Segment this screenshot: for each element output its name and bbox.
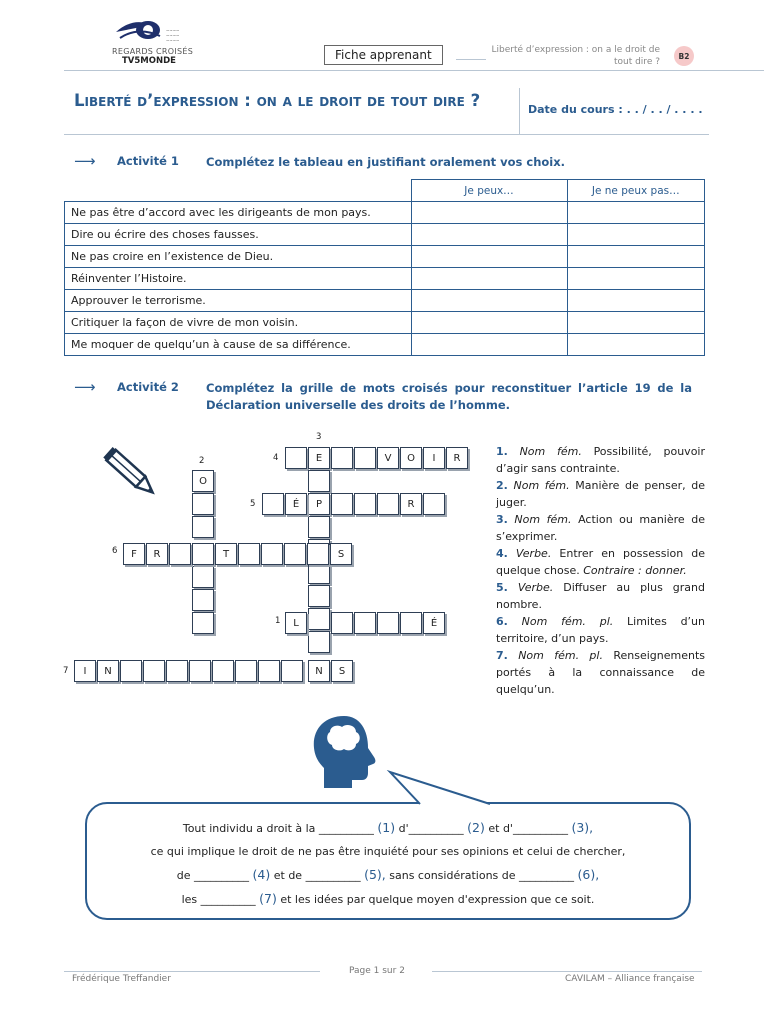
date-label: Date du cours : . . / . . / . . . . [528,103,703,116]
clue-number-2: 2 [199,456,205,466]
clue-text: Action ou manière de s’exprimer. [496,513,705,543]
crossword-cell[interactable] [377,612,399,634]
article-19-text [85,816,691,911]
crossword-cell[interactable] [192,612,214,634]
crossword-cell[interactable] [307,543,329,565]
clue-num: 7. [496,649,508,662]
crossword-cell[interactable] [354,447,376,469]
crossword-cell[interactable] [238,543,260,565]
crossword-cell[interactable] [308,470,330,492]
row-label: Critiquer la façon de vivre de mon voisin. [65,312,412,334]
crossword-cell[interactable] [212,660,234,682]
answer-cell[interactable] [411,246,567,268]
row-label: Dire ou écrire des choses fausses. [65,224,412,246]
clue-number-3: 3 [316,432,322,442]
crossword-cell[interactable]: L [285,612,307,634]
crossword-cell[interactable]: E [308,447,330,469]
answer-cell[interactable] [411,312,567,334]
clue-type: Nom fém. [519,445,582,458]
blank-2-number: (2) [467,820,485,835]
crossword-cell[interactable] [281,660,303,682]
article-line-2: ce qui implique le droit de ne pas être inquiété pour ses opinions et celui de chercher, [150,845,626,858]
activity1-label: Activité 1 [117,154,179,168]
blank-7-number: (7) [259,891,277,906]
clue-type: Nom fém. [513,479,570,492]
crossword-cell[interactable] [189,660,211,682]
clue-text: Renseignements portés à la connaissance de quelqu’un. [496,649,705,696]
crossword-cell[interactable] [308,631,330,653]
crossword-cell[interactable] [169,543,191,565]
crossword-cell[interactable] [120,660,142,682]
answer-cell[interactable] [411,290,567,312]
clue-text: Possibilité, pouvoir d’agir sans contrainte. [496,445,706,475]
table-row [65,290,705,312]
logo-line1: REGARDS CROISÉS [112,47,194,56]
clue-text: Entrer en possession de quelque chose. [496,547,706,577]
title-divider [519,88,520,134]
footer-page: Page 1 sur 2 [349,966,405,976]
col-je-peux: Je peux… [411,180,567,202]
table-row [65,268,705,290]
clue-num: 2. [496,479,508,492]
row-label: Réinventer l’Histoire. [65,268,412,290]
clue-type: Verbe. [515,547,552,560]
crossword-cell[interactable]: S [331,660,353,682]
table-row [65,312,705,334]
crossword-cell[interactable]: R [446,447,468,469]
crossword-cell[interactable]: P [308,493,330,515]
crossword-cell[interactable]: I [423,447,445,469]
crossword-cell[interactable]: S [330,543,352,565]
footer-org: CAVILAM – Alliance française [565,974,695,984]
answer-cell[interactable] [567,290,705,312]
answer-cell[interactable] [411,268,567,290]
crossword-cell[interactable] [423,493,445,515]
col-je-ne-peux-pas: Je ne peux pas… [567,180,705,202]
crossword-cell[interactable] [285,447,307,469]
crossword-cell[interactable] [354,612,376,634]
crossword-cell[interactable] [192,589,214,611]
clue-item [496,647,705,698]
clue-number-7: 7 [63,666,69,676]
crossword-cell[interactable] [308,608,330,630]
level-badge: B2 [674,46,694,66]
crossword-cell[interactable] [166,660,188,682]
crossword-cell[interactable]: I [74,660,96,682]
crossword-cell[interactable]: O [192,470,214,492]
crossword-cell[interactable] [261,543,283,565]
row-label: Ne pas croire en l’existence de Dieu. [65,246,412,268]
article-line-3 [85,863,691,887]
clue-number-6: 6 [112,546,118,556]
blank-1-text: Tout individu a droit à la __________ [182,822,374,835]
crossword-cell[interactable] [192,516,214,538]
activity1-arrow-icon: ⟶ [74,152,96,170]
clue-num: 3. [496,513,508,526]
footer-rule-left [64,971,320,972]
crossword-cell[interactable]: T [215,543,237,565]
crossword-cell[interactable] [284,543,306,565]
crossword-cell[interactable]: N [97,660,119,682]
crossword-cell[interactable]: É [285,493,307,515]
footer-rule-right [432,971,702,972]
article-line-4-end: et les idées par quelque moyen d'expression que ce soit. [280,893,595,906]
crossword-cell[interactable] [308,562,330,584]
crossword-cell[interactable] [400,612,422,634]
fiche-label: Fiche apprenant [324,45,443,65]
activity2-arrow-icon: ⟶ [74,378,96,396]
activity1-table [64,179,705,356]
clue-text: Diffuser au plus grand nombre. [496,581,705,611]
header-topic [482,44,660,68]
pencil-icon [100,443,162,503]
clue-item [496,443,705,477]
answer-cell[interactable] [567,268,705,290]
clue-type: Nom fém. pl. [518,649,603,662]
blank-6-text: sans considérations de __________ [389,869,575,882]
clue-type: Verbe. [517,581,554,594]
crossword-cell[interactable] [354,493,376,515]
blank-2-text: d'__________ [398,822,464,835]
bubble-tail [380,770,500,806]
header-topic-text: Liberté d’expression : on a le droit de tout dire ? [491,45,660,67]
title-rule [64,134,709,135]
activity2-label: Activité 2 [117,380,179,394]
crossword-cell[interactable]: É [423,612,445,634]
row-label: Approuver le terrorisme. [65,290,412,312]
clue-item [496,545,705,579]
crossword-cell[interactable] [192,566,214,588]
page-title: Liberté d’expression : on a le droit de tout dire ? [74,91,481,110]
crossword-cell[interactable]: R [400,493,422,515]
clue-item [496,511,705,545]
clue-type: Nom fém. [514,513,572,526]
crossword-clues [496,443,705,698]
blank-5-number: (5), [364,867,386,882]
blank-3-text: et d'__________ [488,822,568,835]
head-thinking-icon [310,714,380,790]
crossword-cell[interactable] [331,493,353,515]
answer-cell[interactable] [567,246,705,268]
blank-3-number: (3), [571,820,594,835]
table-row [65,202,705,224]
answer-cell[interactable] [411,202,567,224]
crossword-cell[interactable]: N [308,660,330,682]
logo-line2: TV5MONDE [122,56,176,66]
answer-cell[interactable] [411,334,567,356]
crossword-cell[interactable]: F [123,543,145,565]
crossword-cell[interactable] [331,612,353,634]
crossword-cell[interactable] [308,585,330,607]
blank-5-text: et de __________ [273,869,361,882]
activity1-instruction: Complétez le tableau en justifiant oralement vos choix. [206,155,566,169]
clue-num: 4. [496,547,508,560]
header-rule [64,70,764,71]
clue-num: 6. [496,615,508,628]
crossword-cell[interactable] [308,516,330,538]
clue-item [496,613,705,647]
footer-author: Frédérique Treffandier [72,974,171,984]
blank-1-number: (1) [377,820,396,835]
logo-small-text: ~~~~ ~~~~ ~~~~ [166,28,180,43]
article-line-4 [85,887,691,911]
crossword-cell[interactable] [331,447,353,469]
crossword-cell[interactable] [235,660,257,682]
logo [112,18,192,64]
blank-4-number: (4) [252,867,271,882]
clue-item [496,579,705,613]
table-corner [65,180,412,202]
answer-cell[interactable] [411,224,567,246]
crossword-cell[interactable] [192,493,214,515]
clue-item [496,477,705,511]
clue-num: 5. [496,581,508,594]
table-row [65,246,705,268]
table-row [65,224,705,246]
activity2-instruction: Complétez la grille de mots croisés pour reconstituer l’article 19 de la Déclaration universelle des droits de l’homme. [206,381,692,412]
table-header-row [65,180,705,202]
crossword-cell[interactable] [192,543,214,565]
clue-text: Manière de penser, de juger. [496,479,706,509]
header-rule-top [456,59,486,60]
clue-extra: Contraire : donner. [583,564,687,577]
row-label: Ne pas être d’accord avec les dirigeants de mon pays. [65,202,412,224]
row-label: Me moquer de quelqu’un à cause de sa différence. [65,334,412,356]
blank-4-text: de __________ [176,869,250,882]
article-line-1 [85,816,691,840]
clue-number-1: 1 [275,616,281,626]
answer-cell[interactable] [567,334,705,356]
answer-cell[interactable] [567,224,705,246]
answer-cell[interactable] [567,312,705,334]
clue-number-4: 4 [273,453,279,463]
clue-text: Limites d’un territoire, d’un pays. [496,615,705,645]
crossword-cell[interactable] [258,660,280,682]
crossword-cell[interactable] [377,493,399,515]
crossword-cell[interactable]: R [146,543,168,565]
table-row [65,334,705,356]
clue-number-5: 5 [250,499,256,509]
crossword-cell[interactable]: V [377,447,399,469]
blank-6-number: (6), [577,867,600,882]
crossword-cell[interactable] [143,660,165,682]
answer-cell[interactable] [567,202,705,224]
crossword-cell[interactable] [262,493,284,515]
crossword-cell[interactable]: O [400,447,422,469]
clue-type: Nom fém. pl. [521,615,614,628]
blank-7-text: les __________ [181,893,256,906]
clue-num: 1. [496,445,508,458]
